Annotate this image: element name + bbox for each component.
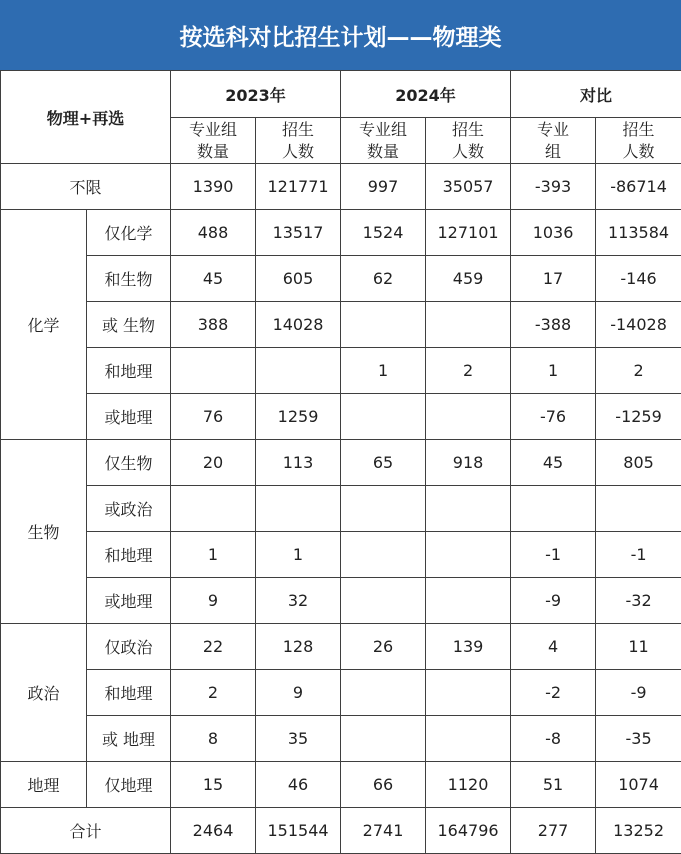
table-cell: 4 <box>511 624 596 670</box>
table-cell: 14028 <box>256 302 341 348</box>
subheader-2024-groups <box>341 118 426 164</box>
row-label: 合计 <box>1 808 171 854</box>
table-cell: 605 <box>256 256 341 302</box>
group-label: 生物 <box>1 440 87 624</box>
table-cell: 164796 <box>426 808 511 854</box>
table-cell: -1 <box>511 532 596 578</box>
subheader-line: 专业 <box>537 120 569 139</box>
table-cell: 13252 <box>596 808 681 854</box>
compare-header: 对比 <box>511 71 681 118</box>
row-label: 仅政治 <box>87 624 171 670</box>
table-row <box>1 302 681 348</box>
subheader-diff-groups <box>511 118 596 164</box>
group-label: 地理 <box>1 762 87 808</box>
table-cell <box>596 486 681 532</box>
table-cell: 1120 <box>426 762 511 808</box>
table-cell: -9 <box>511 578 596 624</box>
table-cell: 1 <box>341 348 426 394</box>
table-cell <box>426 486 511 532</box>
table-row <box>1 256 681 302</box>
page-title: 按选科对比招生计划——物理类 <box>0 0 681 70</box>
table-cell: 2 <box>596 348 681 394</box>
table-cell: 35 <box>256 716 341 762</box>
row-label: 或 地理 <box>87 716 171 762</box>
row-label: 仅生物 <box>87 440 171 486</box>
table-cell: -76 <box>511 394 596 440</box>
table-cell: 65 <box>341 440 426 486</box>
group-label: 化学 <box>1 210 87 440</box>
table-cell: 8 <box>171 716 256 762</box>
subheader-line: 数量 <box>367 142 399 161</box>
table-cell: 1 <box>511 348 596 394</box>
table-row <box>1 348 681 394</box>
table-cell: -14028 <box>596 302 681 348</box>
row-label: 或地理 <box>87 578 171 624</box>
table-cell <box>426 302 511 348</box>
row-label: 仅地理 <box>87 762 171 808</box>
table-cell: -32 <box>596 578 681 624</box>
row-label: 和地理 <box>87 348 171 394</box>
table-cell <box>341 486 426 532</box>
subheader-line: 专业组 <box>359 120 407 139</box>
table-row <box>1 532 681 578</box>
table-cell: 62 <box>341 256 426 302</box>
table-cell <box>256 348 341 394</box>
table-cell: -388 <box>511 302 596 348</box>
table-row <box>1 670 681 716</box>
subheader-line: 招生 <box>452 120 484 139</box>
row-label: 或政治 <box>87 486 171 532</box>
subheader-line: 组 <box>545 142 561 161</box>
row-label: 或 生物 <box>87 302 171 348</box>
table-cell <box>171 486 256 532</box>
table-cell: -393 <box>511 164 596 210</box>
table-cell: 918 <box>426 440 511 486</box>
table-cell: -8 <box>511 716 596 762</box>
table-cell: 277 <box>511 808 596 854</box>
table-cell: 1390 <box>171 164 256 210</box>
table-cell <box>426 716 511 762</box>
table-cell: 9 <box>171 578 256 624</box>
subheader-diff-enroll <box>596 118 681 164</box>
table-cell: 1 <box>256 532 341 578</box>
subheader-line: 人数 <box>282 142 314 161</box>
table-cell: 45 <box>511 440 596 486</box>
table-cell: 45 <box>171 256 256 302</box>
table-cell <box>171 348 256 394</box>
total-row <box>1 808 681 854</box>
table-cell: 11 <box>596 624 681 670</box>
table-row <box>1 762 681 808</box>
year-header-2023: 2023年 <box>171 71 341 118</box>
table-cell <box>341 302 426 348</box>
row-label: 和地理 <box>87 670 171 716</box>
table-row <box>1 440 681 486</box>
table-row <box>1 394 681 440</box>
table-cell: 51 <box>511 762 596 808</box>
table-cell <box>341 532 426 578</box>
table-cell <box>341 716 426 762</box>
table-cell: 17 <box>511 256 596 302</box>
year-header-2024: 2024年 <box>341 71 511 118</box>
table-cell: 1 <box>171 532 256 578</box>
table-cell: 13517 <box>256 210 341 256</box>
subheader-2023-groups <box>171 118 256 164</box>
table-cell: -35 <box>596 716 681 762</box>
table-cell: 1074 <box>596 762 681 808</box>
table-cell: 2741 <box>341 808 426 854</box>
table-cell: -86714 <box>596 164 681 210</box>
table-cell: -146 <box>596 256 681 302</box>
table-cell <box>341 578 426 624</box>
table-cell: 32 <box>256 578 341 624</box>
subheader-line: 专业组 <box>189 120 237 139</box>
table-cell: 127101 <box>426 210 511 256</box>
header-row-years <box>1 71 681 118</box>
table-cell: 22 <box>171 624 256 670</box>
table-cell: 997 <box>341 164 426 210</box>
table-row <box>1 716 681 762</box>
subheader-line: 招生 <box>282 120 314 139</box>
table-cell: 46 <box>256 762 341 808</box>
table-cell <box>511 486 596 532</box>
table-cell: 2464 <box>171 808 256 854</box>
table-cell: 2 <box>171 670 256 716</box>
table-cell: -1259 <box>596 394 681 440</box>
table-cell: 139 <box>426 624 511 670</box>
table-cell: -9 <box>596 670 681 716</box>
row-label: 和地理 <box>87 532 171 578</box>
table-cell: 76 <box>171 394 256 440</box>
table-cell: 20 <box>171 440 256 486</box>
table-cell: 151544 <box>256 808 341 854</box>
subheader-2024-enroll <box>426 118 511 164</box>
table-cell: 1036 <box>511 210 596 256</box>
table-row <box>1 486 681 532</box>
table-cell: 113 <box>256 440 341 486</box>
table-row <box>1 210 681 256</box>
table-cell: 388 <box>171 302 256 348</box>
table-cell <box>426 394 511 440</box>
subheader-line: 人数 <box>452 142 484 161</box>
table-cell: 113584 <box>596 210 681 256</box>
row-label: 或地理 <box>87 394 171 440</box>
row-label: 仅化学 <box>87 210 171 256</box>
table-cell: 2 <box>426 348 511 394</box>
table-body <box>1 71 681 854</box>
subheader-line: 人数 <box>623 142 655 161</box>
enrollment-table <box>0 70 681 854</box>
row-label: 和生物 <box>87 256 171 302</box>
table-cell: 1524 <box>341 210 426 256</box>
row-label: 不限 <box>1 164 171 210</box>
table-cell: 128 <box>256 624 341 670</box>
table-cell: 9 <box>256 670 341 716</box>
table-cell: 459 <box>426 256 511 302</box>
corner-header: 物理+再选 <box>1 71 171 164</box>
table-row <box>1 164 681 210</box>
table-cell: 121771 <box>256 164 341 210</box>
table-cell: 488 <box>171 210 256 256</box>
table-cell <box>426 670 511 716</box>
group-label: 政治 <box>1 624 87 762</box>
table-cell <box>426 578 511 624</box>
table-cell: 1259 <box>256 394 341 440</box>
table-cell: 805 <box>596 440 681 486</box>
table-cell <box>426 532 511 578</box>
table-row <box>1 624 681 670</box>
table-cell <box>341 394 426 440</box>
table-cell <box>256 486 341 532</box>
subheader-2023-enroll <box>256 118 341 164</box>
table-cell: 15 <box>171 762 256 808</box>
table-cell: 35057 <box>426 164 511 210</box>
subheader-line: 数量 <box>197 142 229 161</box>
table-row <box>1 578 681 624</box>
subheader-line: 招生 <box>623 120 655 139</box>
table-cell: -2 <box>511 670 596 716</box>
table-cell: -1 <box>596 532 681 578</box>
table-cell <box>341 670 426 716</box>
table-cell: 66 <box>341 762 426 808</box>
table-cell: 26 <box>341 624 426 670</box>
